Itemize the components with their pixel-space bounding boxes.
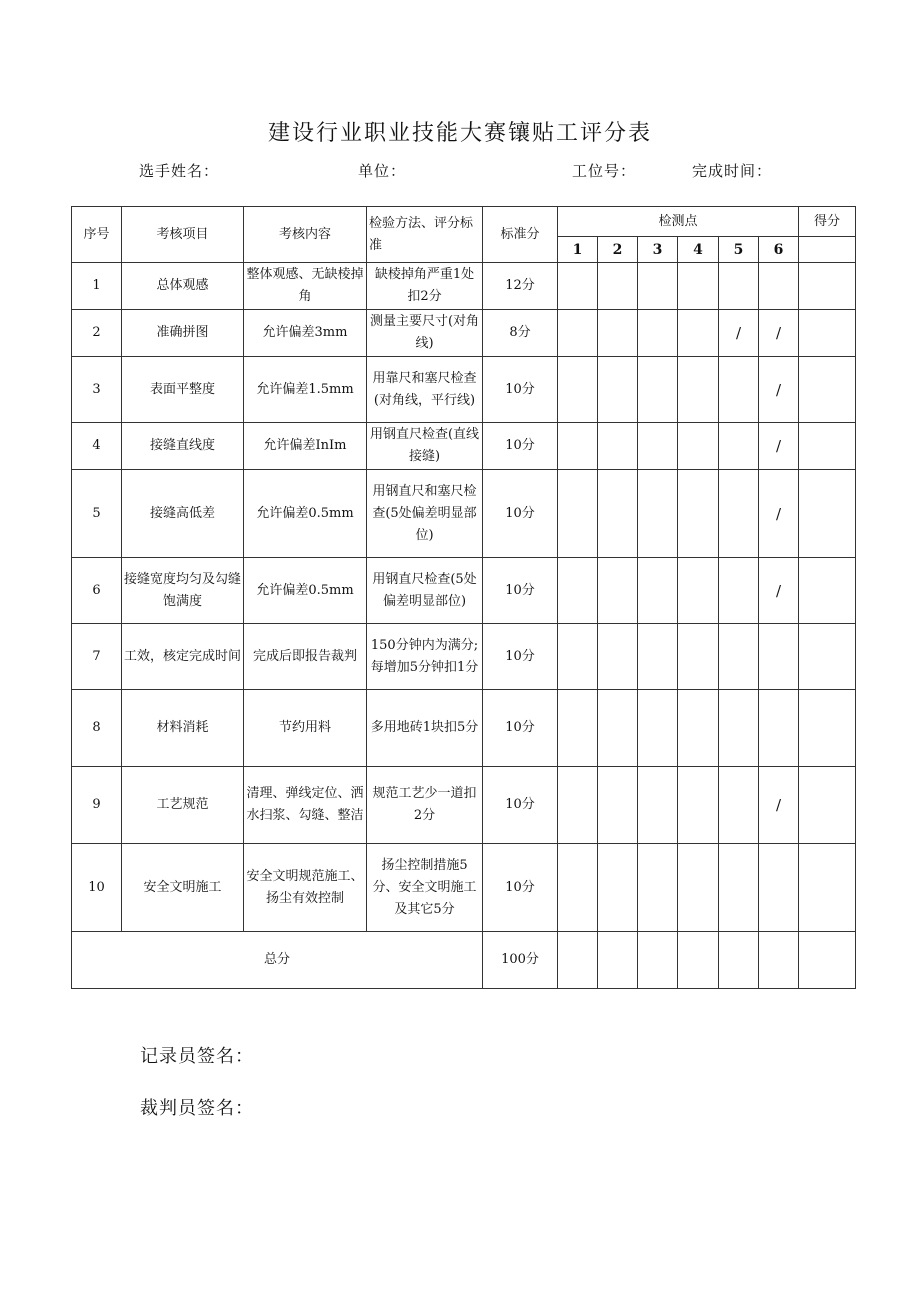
row-method: 用靠尺和塞尺检查(对角线，平行线): [367, 357, 483, 423]
check-point-cell: /: [719, 310, 759, 357]
score-cell: [799, 690, 856, 767]
row-content: 清理、弹线定位、洒水扫浆、勾缝、整洁: [244, 767, 367, 844]
check-point-cell: [678, 357, 719, 423]
check-point-cell: [678, 423, 719, 470]
check-point-cell: [759, 690, 799, 767]
row-item: 表面平整度: [122, 357, 244, 423]
row-standard-score: 10分: [483, 558, 558, 624]
row-method: 150分钟内为满分;每增加5分钟扣1分: [367, 624, 483, 690]
check-point-cell: [719, 690, 759, 767]
row-content: 完成后即报告裁判: [244, 624, 367, 690]
total-row: [72, 932, 856, 989]
header-content: 考核内容: [244, 207, 367, 263]
table-row: [72, 310, 856, 357]
row-number: 1: [72, 263, 122, 310]
score-cell: [598, 932, 638, 989]
table-row: [72, 470, 856, 558]
table-row: [72, 624, 856, 690]
table-row: [72, 357, 856, 423]
table-row: [72, 558, 856, 624]
score-cell: [799, 624, 856, 690]
row-method: 扬尘控制措施5分、安全文明施工及其它5分: [367, 844, 483, 932]
check-point-cell: [638, 470, 678, 558]
check-point-cell: [719, 263, 759, 310]
row-item: 总体观感: [122, 263, 244, 310]
point-number: 2: [598, 237, 638, 263]
check-point-cell: [598, 690, 638, 767]
check-point-cell: [719, 357, 759, 423]
row-method: 用钢直尺和塞尺检查(5处偏差明显部位): [367, 470, 483, 558]
check-point-cell: [719, 844, 759, 932]
check-point-cell: /: [759, 357, 799, 423]
check-point-cell: [558, 844, 598, 932]
score-cell: [799, 470, 856, 558]
check-point-cell: [598, 844, 638, 932]
check-point-cell: [638, 423, 678, 470]
row-item: 材料消耗: [122, 690, 244, 767]
check-point-cell: [678, 767, 719, 844]
score-cell: [678, 932, 719, 989]
row-content: 允许偏差InIm: [244, 423, 367, 470]
row-item: 工效，核定完成时间: [122, 624, 244, 690]
contestant-name-label: 选手姓名：: [139, 162, 220, 180]
row-number: 6: [72, 558, 122, 624]
check-point-cell: [678, 624, 719, 690]
row-standard-score: 10分: [483, 624, 558, 690]
check-point-cell: [678, 690, 719, 767]
score-table: [71, 206, 856, 989]
row-item: 工艺规范: [122, 767, 244, 844]
row-method: 多用地砖1块扣5分: [367, 690, 483, 767]
completion-time-label: 完成时间：: [692, 162, 773, 180]
check-point-cell: [558, 423, 598, 470]
header-standard: 标准分: [483, 207, 558, 263]
score-cell: [638, 932, 678, 989]
score-cell: [799, 310, 856, 357]
table-row: [72, 767, 856, 844]
row-number: 8: [72, 690, 122, 767]
check-point-cell: [638, 558, 678, 624]
check-point-cell: [638, 844, 678, 932]
score-cell: [719, 932, 759, 989]
row-standard-score: 12分: [483, 263, 558, 310]
score-cell: [799, 357, 856, 423]
score-cell: [558, 932, 598, 989]
row-item: 准确拼图: [122, 310, 244, 357]
row-method: 规范工艺少一道扣2分: [367, 767, 483, 844]
check-point-cell: [558, 470, 598, 558]
score-cell: [799, 767, 856, 844]
row-method: 用钢直尺检查(5处偏差明显部位): [367, 558, 483, 624]
check-point-cell: [759, 263, 799, 310]
point-number: 4: [678, 237, 719, 263]
recorder-signature-label: 记录员签名：: [140, 1046, 254, 1067]
check-point-cell: /: [759, 470, 799, 558]
check-point-cell: [678, 558, 719, 624]
check-point-cell: [598, 470, 638, 558]
check-point-cell: [719, 423, 759, 470]
row-content: 允许偏差1.5mm: [244, 357, 367, 423]
row-method: 用钢直尺检查(直线接缝): [367, 423, 483, 470]
row-number: 7: [72, 624, 122, 690]
check-point-cell: /: [759, 767, 799, 844]
row-standard-score: 10分: [483, 767, 558, 844]
check-point-cell: [678, 470, 719, 558]
unit-label: 单位：: [358, 162, 407, 180]
point-number: 1: [558, 237, 598, 263]
check-point-cell: [558, 624, 598, 690]
row-number: 4: [72, 423, 122, 470]
table-row: [72, 844, 856, 932]
point-number: 5: [719, 237, 759, 263]
check-point-cell: [719, 558, 759, 624]
check-point-cell: [759, 624, 799, 690]
check-point-cell: [558, 767, 598, 844]
score-cell: [799, 844, 856, 932]
point-number: 3: [638, 237, 678, 263]
check-point-cell: [558, 690, 598, 767]
row-standard-score: 10分: [483, 423, 558, 470]
header-item: 考核项目: [122, 207, 244, 263]
row-number: 5: [72, 470, 122, 558]
header-method: 检验方法、评分标准: [367, 207, 483, 263]
row-standard-score: 10分: [483, 690, 558, 767]
row-number: 10: [72, 844, 122, 932]
header-seq: 序号: [72, 207, 122, 263]
check-point-cell: [719, 470, 759, 558]
row-content: 允许偏差0.5mm: [244, 470, 367, 558]
row-number: 3: [72, 357, 122, 423]
check-point-cell: [558, 357, 598, 423]
check-point-cell: /: [759, 310, 799, 357]
header-points: 检测点: [558, 207, 799, 237]
row-content: 允许偏差3mm: [244, 310, 367, 357]
row-item: 接缝高低差: [122, 470, 244, 558]
check-point-cell: [638, 357, 678, 423]
score-cell: [759, 932, 799, 989]
check-point-cell: [638, 690, 678, 767]
check-point-cell: /: [759, 423, 799, 470]
row-content: 允许偏差0.5mm: [244, 558, 367, 624]
row-method: 测量主要尺寸(对角线): [367, 310, 483, 357]
score-cell: [799, 263, 856, 310]
check-point-cell: [638, 263, 678, 310]
check-point-cell: [678, 263, 719, 310]
row-item: 接缝宽度均匀及勾缝饱满度: [122, 558, 244, 624]
row-number: 9: [72, 767, 122, 844]
score-cell: [799, 423, 856, 470]
check-point-cell: [598, 767, 638, 844]
table-row: [72, 690, 856, 767]
check-point-cell: [638, 624, 678, 690]
header-score: 得分: [799, 207, 856, 237]
check-point-cell: [719, 767, 759, 844]
row-item: 安全文明施工: [122, 844, 244, 932]
check-point-cell: [678, 310, 719, 357]
station-number-label: 工位号：: [572, 162, 637, 180]
row-standard-score: 10分: [483, 844, 558, 932]
check-point-cell: [719, 624, 759, 690]
total-label: 总分: [72, 932, 483, 989]
check-point-cell: [598, 310, 638, 357]
check-point-cell: [638, 767, 678, 844]
check-point-cell: [678, 844, 719, 932]
score-cell: [799, 558, 856, 624]
point-number: 6: [759, 237, 799, 263]
check-point-cell: [638, 310, 678, 357]
check-point-cell: [598, 624, 638, 690]
row-method: 缺棱掉角严重1处扣2分: [367, 263, 483, 310]
check-point-cell: /: [759, 558, 799, 624]
judge-signature-label: 裁判员签名：: [140, 1098, 254, 1119]
row-standard-score: 10分: [483, 357, 558, 423]
row-standard-score: 8分: [483, 310, 558, 357]
check-point-cell: [759, 844, 799, 932]
row-content: 节约用料: [244, 690, 367, 767]
score-cell: [799, 932, 856, 989]
row-item: 接缝直线度: [122, 423, 244, 470]
row-content: 整体观感、无缺棱掉角: [244, 263, 367, 310]
page-title: 建设行业职业技能大赛镶贴工评分表: [267, 121, 652, 146]
table-row: [72, 263, 856, 310]
row-standard-score: 10分: [483, 470, 558, 558]
total-standard-score: 100分: [483, 932, 558, 989]
check-point-cell: [598, 558, 638, 624]
check-point-cell: [598, 263, 638, 310]
check-point-cell: [558, 558, 598, 624]
table-row: [72, 423, 856, 470]
check-point-cell: [558, 310, 598, 357]
row-number: 2: [72, 310, 122, 357]
score-cell: [799, 237, 856, 263]
check-point-cell: [598, 357, 638, 423]
check-point-cell: [598, 423, 638, 470]
check-point-cell: [558, 263, 598, 310]
row-content: 安全文明规范施工、扬尘有效控制: [244, 844, 367, 932]
